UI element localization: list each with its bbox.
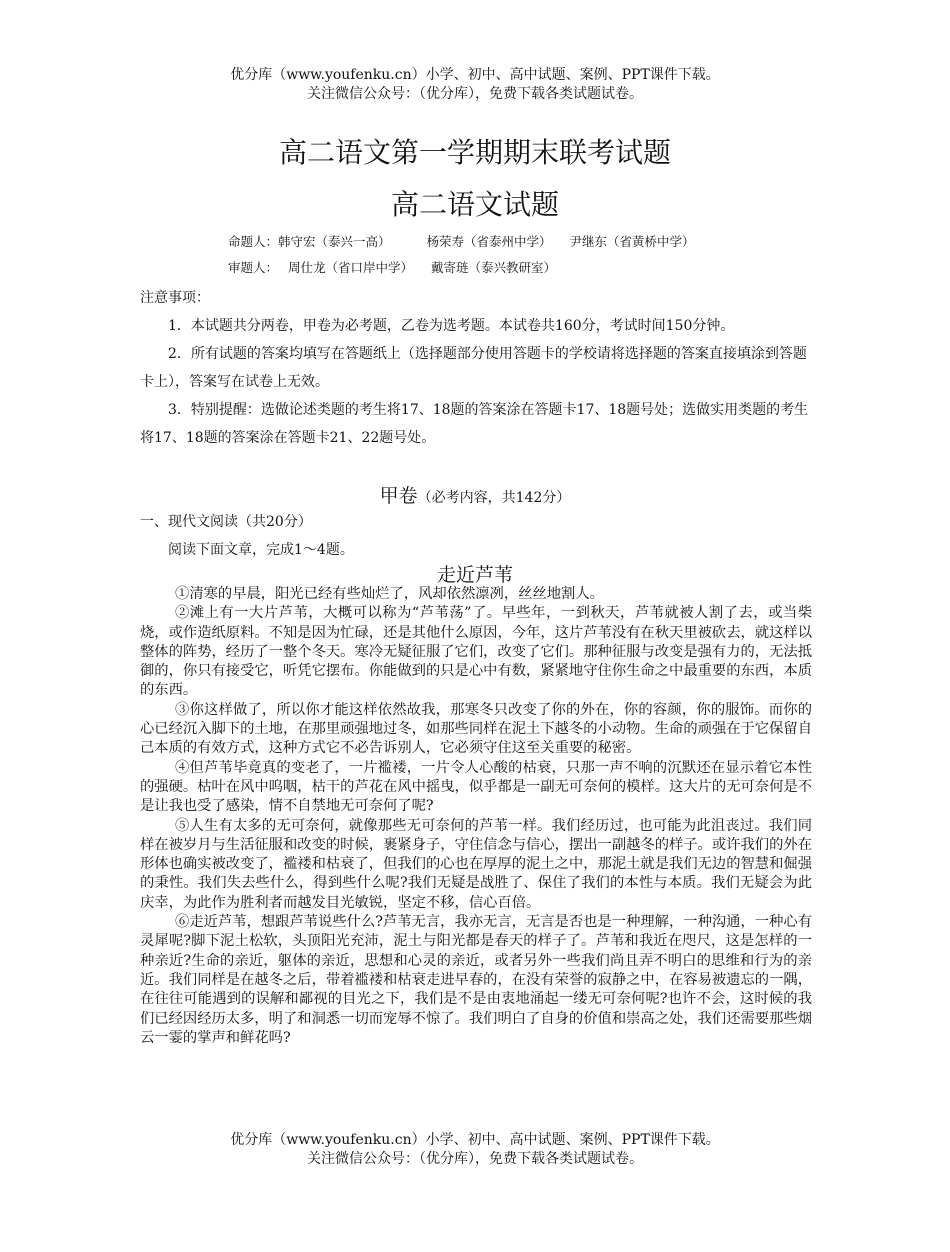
author-name: 韩守宏（泰兴一高） — [278, 234, 391, 249]
notes-heading: 注意事项： — [140, 290, 210, 306]
page-header — [0, 66, 950, 104]
footer-line-1: 优分库（www.youfenku.cn）小学、初中、高中试题、案例、PPT课件下载。 — [230, 1132, 720, 1148]
note-item: 2．所有试题的答案均填写在答题纸上（选择题部分使用答题卡的学校请将选择题的答案直接填涂到答题卡上），答案写在试卷上无效。 — [140, 346, 807, 390]
exam-notes — [140, 284, 812, 452]
article-paragraph: ②滩上有一大片芦苇，大概可以称为“芦苇荡”了。早些年，一到秋天，芦苇就被人割了去，或当柴烧，或作造纸原料。不知是因为忙碌，还是其他什么原因，今年，这片芦苇没有在秋天里被砍去，就这样以整体的阵势，经历了一整个冬天。寒冷无疑征服了它们，改变了它们。那种征服与改变是强有力的，无法抵御的，你只有接受它，听凭它摆布。你能做到的只是心中有数，紧紧地守住你生命之中最重要的东西，本质的东西。 — [140, 605, 812, 699]
section-name: 甲卷 — [379, 485, 418, 507]
reviewer-name: 戴寄琏（泰兴教研室） — [431, 260, 557, 275]
authors-label: 命题人： — [228, 234, 279, 249]
question-instruction: 阅读下面文章，完成1～4题。 — [168, 542, 354, 558]
reviewer-name: 周仕龙（省口岸中学） — [288, 260, 414, 275]
header-line-1: 优分库（www.youfenku.cn）小学、初中、高中试题、案例、PPT课件下载。 — [230, 67, 720, 83]
article-title: 走近芦苇 — [436, 564, 513, 586]
note-item: 1．本试题共分两卷，甲卷为必考题，乙卷为选考题。本试卷共160分，考试时间150分钟。 — [168, 318, 735, 334]
page-footer — [0, 1131, 950, 1169]
author-name: 尹继东（省黄桥中学） — [569, 234, 695, 249]
article-paragraph: ④但芦苇毕竟真的变老了，一片褴褛，一片令人心酸的枯衰，只那一声不响的沉默还在显示着它本性的强硬。枯叶在风中呜咽，枯干的芦花在风中摇曳，似乎都是一副无可奈何的模样。这大片的无可奈何是不是让我也受了感染，情不自禁地无可奈何了呢? — [140, 759, 812, 815]
exam-subtitle: 高二语文试题 — [390, 188, 559, 221]
author-name: 杨荣寿（省泰州中学） — [426, 234, 552, 249]
reviewers-line — [228, 259, 556, 277]
header-line-2: 关注微信公众号：（优分库），免费下载各类试题试卷。 — [307, 86, 643, 102]
reviewers-label: 审题人： — [228, 260, 279, 275]
article-paragraph: ①清寒的早晨，阳光已经有些灿烂了，风却依然凛冽，丝丝地割人。 — [175, 586, 604, 602]
question-heading: 一、现代文阅读（共20分） — [140, 514, 312, 530]
authors-line — [228, 233, 695, 251]
section-title — [0, 483, 950, 511]
article-paragraph: ⑥走近芦苇，想跟芦苇说些什么?芦苇无言，我亦无言，无言是否也是一种理解，一种沟通，一种心有灵犀呢?脚下泥土松软，头顶阳光充沛，泥土与阳光都是春天的样子了。芦苇和我近在咫尺，这是怎样的一种亲近?生命的亲近，躯体的亲近，思想和心灵的亲近，或者另外一些我们尚且弄不明白的思维和行为的亲近。我们同样是在越冬之后，带着褴褛和枯衰走进早春的，在没有荣誉的寂静之中，在容易被遗忘的一隅，在往往可能遇到的误解和鄙视的目光之下，我们是不是由衷地涌起一缕无可奈何呢?也许不会，这时候的我们已经因经历太多，明了和洞悉一切而宠辱不惊了。我们明白了自身的价值和崇高之处，我们还需要那些烟云一霎的掌声和鲜花吗? — [140, 914, 812, 1046]
article-paragraph: ⑤人生有太多的无可奈何，就像那些无可奈何的芦苇一样。我们经历过，也可能为此沮丧过。我们同样在被岁月与生活征服和改变的时候，裹紧身子，守住信念与信心，摆出一副越冬的样子。或许我们的外在形体也确实被改变了，褴褛和枯衰了，但我们的心也在厚厚的泥土之中，那泥土就是我们无边的智慧和倔强的秉性。我们失去些什么，得到些什么呢?我们无疑是战胜了、保住了我们的本性与本质。我们无疑会为此庆幸，为此作为胜利者而越发目光敏锐，坚定不移，信心百倍。 — [140, 817, 812, 911]
exam-title: 高二语文第一学期期末联考试题 — [278, 136, 671, 169]
article-body — [140, 585, 812, 1048]
footer-line-2: 关注微信公众号：（优分库），免费下载各类试题试卷。 — [307, 1151, 643, 1167]
note-item: 3．特别提醒：选做论述类题的考生将17、18题的答案涂在答题卡17、18题号处；选做实用类题的考生将17、18题的答案涂在答题卡21、22题号处。 — [140, 402, 809, 446]
section-note: （必考内容，共142分） — [417, 490, 571, 506]
article-paragraph: ③你这样做了，所以你才能这样依然故我，那寒冬只改变了你的外在，你的容颜，你的服饰。而你的心已经沉入脚下的土地，在那里顽强地过冬，如那些同样在泥土下越冬的小动物。生命的顽强在于它保留自己本质的有效方式，这种方式它不必告诉别人，它必须守住这至关重要的秘密。 — [140, 701, 812, 757]
